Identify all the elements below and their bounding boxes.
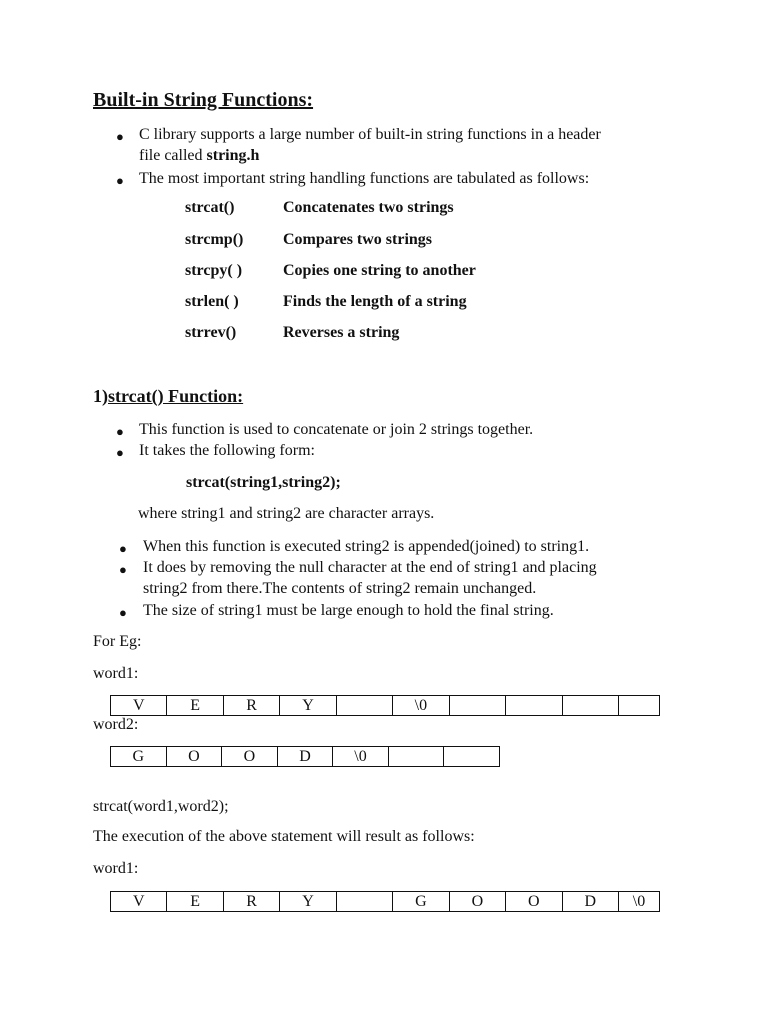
word2-array xyxy=(110,746,500,767)
bullet-marker: ● xyxy=(116,424,124,439)
array-cell xyxy=(619,696,660,716)
section-number: 1) xyxy=(93,386,108,406)
section-bullet-4-line1: It does by removing the null character at the end of string1 and placing xyxy=(143,559,597,576)
result-text: The execution of the above statement will result as follows: xyxy=(93,828,475,845)
array-cell: O xyxy=(166,747,222,767)
page-title: Built-in String Functions: xyxy=(93,89,314,111)
array-cell: G xyxy=(111,747,167,767)
intro-bullet-1-line1: C library supports a large number of built-in string functions in a header xyxy=(139,126,601,143)
function-description: Compares two strings xyxy=(283,231,433,248)
bullet-marker: ● xyxy=(119,605,127,620)
result-word1-array xyxy=(110,891,660,912)
array-cell: O xyxy=(506,892,562,912)
function-description: Copies one string to another xyxy=(283,262,476,279)
function-description: Concatenates two strings xyxy=(283,199,454,216)
result-word1-label: word1: xyxy=(93,860,139,877)
bullet-marker: ● xyxy=(116,173,124,188)
word1-array xyxy=(110,695,660,716)
for-eg-label: For Eg: xyxy=(93,633,142,650)
function-description: Reverses a string xyxy=(283,324,400,341)
array-cell: O xyxy=(222,747,278,767)
array-cell: V xyxy=(111,892,167,912)
intro-bullet-1-line2 xyxy=(139,147,259,165)
header-file-name: string.h xyxy=(206,147,260,164)
section-bullet-2: It takes the following form: xyxy=(139,442,315,459)
array-cell xyxy=(336,892,392,912)
section-bullet-4-line2: string2 from there.The contents of string2 remain unchanged. xyxy=(143,580,537,597)
function-name: strcat() xyxy=(185,199,235,216)
array-cell xyxy=(506,696,562,716)
array-cell xyxy=(336,696,392,716)
array-cell: D xyxy=(277,747,333,767)
function-description: Finds the length of a string xyxy=(283,293,467,310)
array-cell: \0 xyxy=(619,892,660,912)
section-title: strcat() Function: xyxy=(108,386,244,406)
array-cell: V xyxy=(111,696,167,716)
array-cell: E xyxy=(167,696,223,716)
section-bullet-3: When this function is executed string2 is appended(joined) to string1. xyxy=(143,538,590,555)
function-name: strcmp() xyxy=(185,231,244,248)
array-cell: E xyxy=(167,892,223,912)
word2-label: word2: xyxy=(93,716,139,733)
array-cell: R xyxy=(223,696,279,716)
bullet-marker: ● xyxy=(119,562,127,577)
array-cell: Y xyxy=(280,696,336,716)
array-cell: O xyxy=(449,892,505,912)
section-bullet-5: The size of string1 must be large enough to hold the final string. xyxy=(143,602,554,619)
array-cell: Y xyxy=(280,892,336,912)
intro-bullet-1-prefix: file called xyxy=(139,147,207,164)
where-text: where string1 and string2 are character arrays. xyxy=(138,505,435,522)
array-cell: D xyxy=(562,892,619,912)
array-cell xyxy=(388,747,444,767)
bullet-marker: ● xyxy=(116,445,124,460)
array-cell: G xyxy=(393,892,449,912)
array-cell xyxy=(449,696,505,716)
array-cell: \0 xyxy=(333,747,389,767)
function-name: strcpy( ) xyxy=(185,262,243,279)
function-name: strrev() xyxy=(185,324,237,341)
bullet-marker: ● xyxy=(116,129,124,144)
array-cell xyxy=(562,696,619,716)
bullet-marker: ● xyxy=(119,541,127,556)
function-name: strlen( ) xyxy=(185,293,239,310)
section-bullet-1: This function is used to concatenate or join 2 strings together. xyxy=(139,421,534,438)
strcat-call: strcat(word1,word2); xyxy=(93,798,229,815)
array-cell: R xyxy=(223,892,279,912)
array-cell: \0 xyxy=(393,696,449,716)
word1-label: word1: xyxy=(93,665,139,682)
syntax-line: strcat(string1,string2); xyxy=(186,474,341,491)
section-heading xyxy=(93,386,243,407)
intro-bullet-2: The most important string handling functions are tabulated as follows: xyxy=(139,170,590,187)
array-cell xyxy=(444,747,500,767)
